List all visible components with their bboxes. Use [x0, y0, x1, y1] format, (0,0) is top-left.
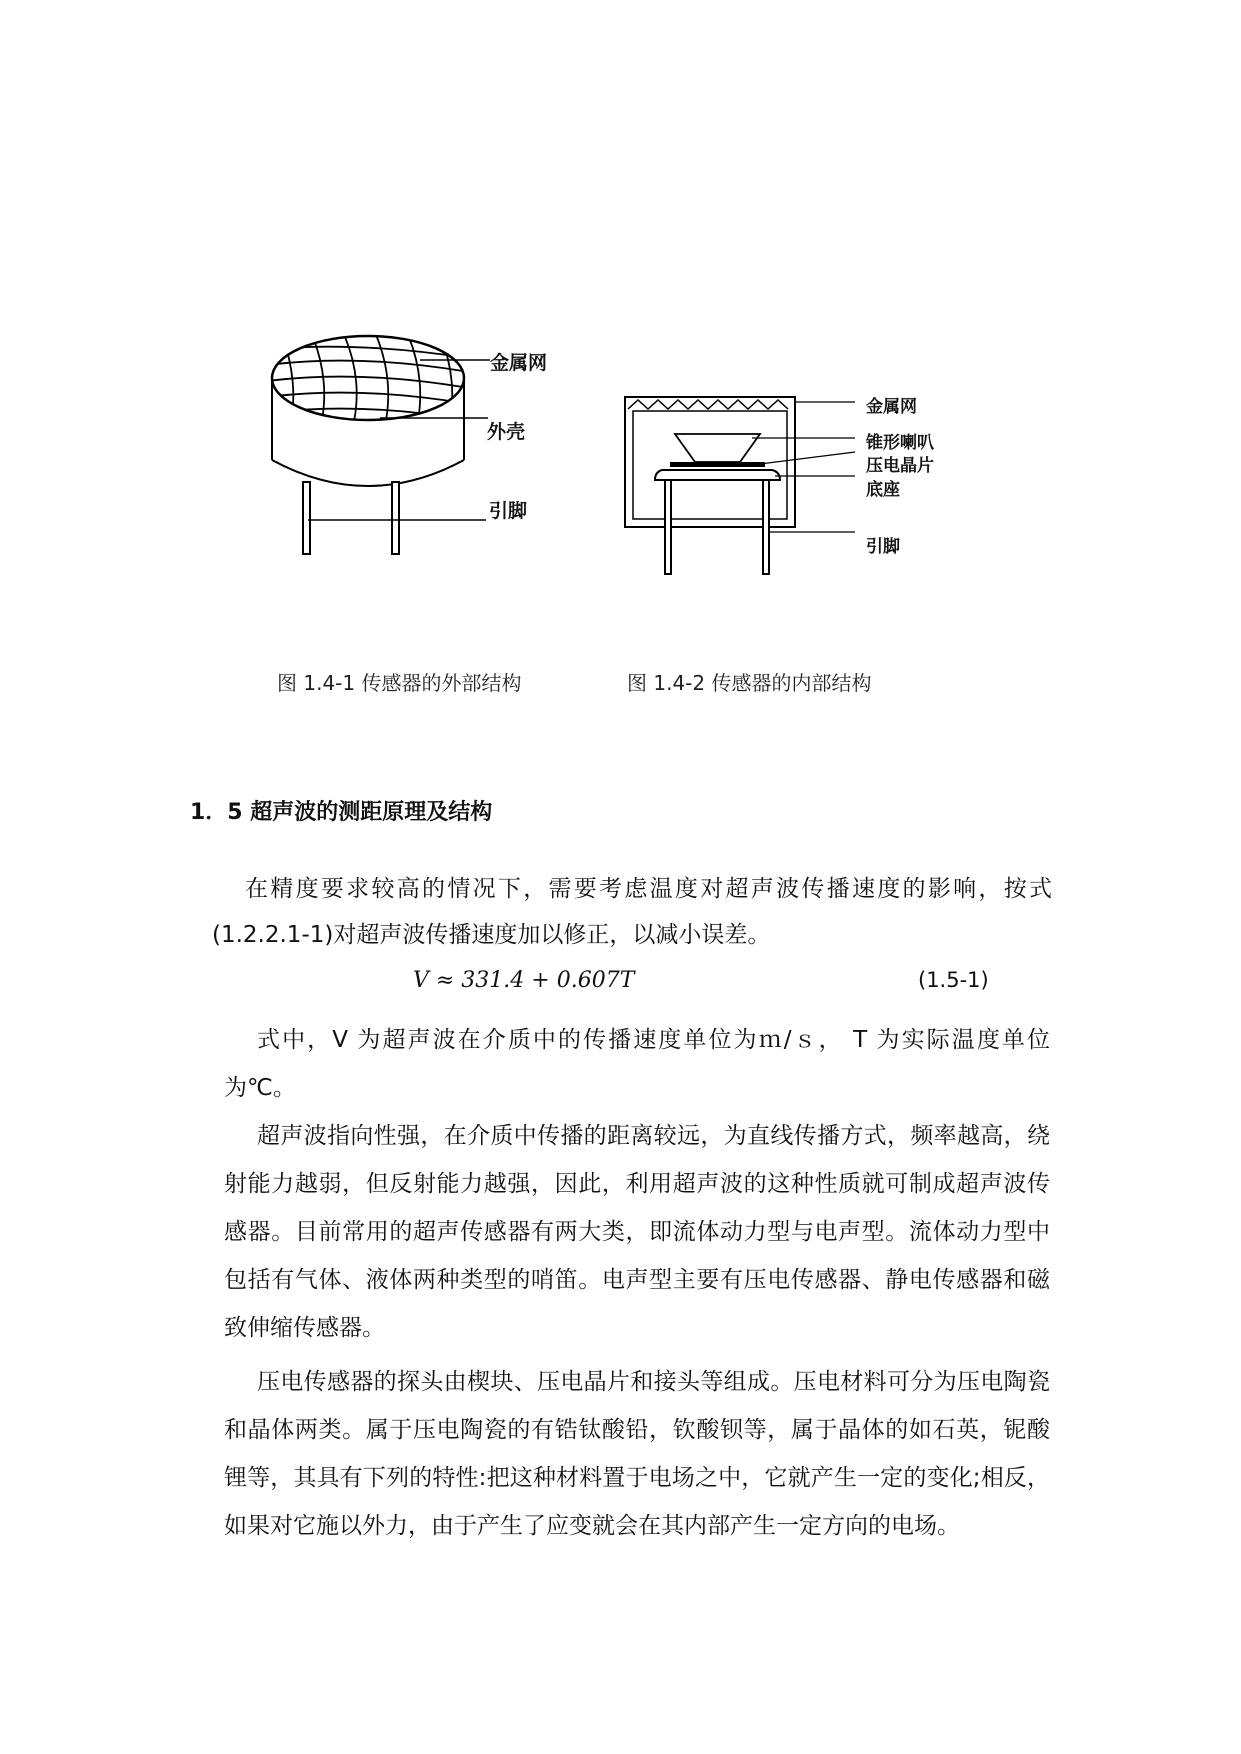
section-heading: 1．5 超声波的测距原理及结构 — [190, 800, 493, 825]
fig1-label-mesh: 金属网 — [490, 352, 548, 374]
fig2-label-mesh: 金属网 — [866, 397, 917, 417]
fig2-label-base: 底座 — [866, 480, 900, 500]
fig1-label-pin: 引脚 — [489, 500, 528, 522]
fig2-label-pin: 引脚 — [866, 537, 900, 557]
sensor-internal-drawing — [620, 392, 870, 582]
paragraph-piezo-sensor: 压电传感器的探头由楔块、压电晶片和接头等组成。压电材料可分为压电陶瓷和晶体两类。属于压电陶瓷的有锆钛酸铅，钦酸钡等，属于晶体的如石英，铌酸锂等，其具有下列的特性:把这种材料置于电场之中，它就产生一定的变化;相反，如果对它施以外力，由于产生了应变就会在其内部产生一定方向的电场。 — [224, 1369, 1050, 1539]
equation-number: (1.5-1) — [918, 968, 989, 992]
equation-sound-speed: V ≈ 331.4 + 0.607T — [413, 968, 635, 993]
figure-caption-1: 图 1.4-1 传感器的外部结构 — [277, 671, 522, 695]
figure-internal-structure — [620, 392, 870, 582]
fig2-label-piezo: 压电晶片 — [866, 456, 934, 476]
fig2-label-cone-horn: 锥形喇叭 — [866, 433, 934, 453]
fig1-label-shell: 外壳 — [487, 421, 526, 443]
figure-caption-2: 图 1.4-2 传感器的内部结构 — [627, 671, 872, 695]
paragraph-ultrasonic-properties: 超声波指向性强，在介质中传播的距离较远，为直线传播方式，频率越高，绕射能力越弱，但反射能力越强，因此，利用超声波的这种性质就可制成超声波传感器。目前常用的超声传感器有两大类，即流体动力型与电声型。流体动力型中包括有气体、液体两种类型的哨笛。电声型主要有压电传感器、静电传感器和磁致伸缩传感器。 — [224, 1123, 1050, 1341]
paragraph-temperature-correction: 在精度要求较高的情况下，需要考虑温度对超声波传播速度的影响，按式(1.2.2.1-1)对超声波传播速度加以修正，以减小误差。 — [212, 876, 1052, 948]
paragraph-variable-definition: 式中，V 为超声波在介质中的传播速度单位为ｍ/ｓ， T 为实际温度单位为℃。 — [224, 1027, 1050, 1101]
